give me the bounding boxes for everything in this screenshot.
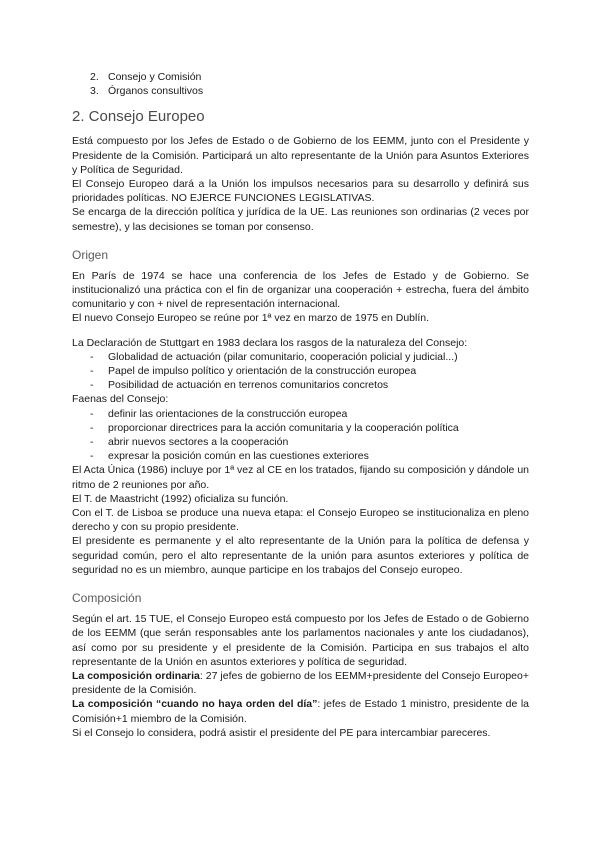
- list-text: Posibilidad de actuación en terrenos comunitarios concretos: [108, 379, 389, 392]
- list-number: 3.: [90, 85, 99, 98]
- section-title: 2. Consejo Europeo: [72, 108, 205, 126]
- list-item: - proporcionar directrices para la acción comunitaria y la cooperación política: [90, 421, 459, 434]
- origen-paragraph: El nuevo Consejo Europeo se reúne por 1ª vez en marzo de 1975 en Dublín.: [72, 312, 430, 325]
- list-item: - Posibilidad de actuación en terrenos comunitarios concretos: [90, 379, 389, 392]
- list-text: definir las orientaciones de la construcción europea: [108, 407, 348, 420]
- spacer: [72, 326, 529, 336]
- intro-paragraph: El Consejo Europeo dará a la Unión los impulsos necesarios para su desarrollo y definirá sus prioridades políticas. NO EJERCE FUNCIONES LEGISLATIVAS.: [72, 178, 529, 205]
- composicion-heading: Composición: [72, 591, 142, 606]
- composicion-paragraph: Según el art. 15 TUE, el Consejo Europeo está compuesto por los Jefes de Estado o de Gobierno de los EEMM (que serán responsables ante los parlamentos nacionales y ante los ciudadanos), así como por su presidente y el presidente de la Comisión. Participa en sus trabajos el alto representante de la Unión en asuntos exteriores y política de seguridad.: [72, 613, 529, 668]
- list-text: Papel de impulso político y orientación de la construcción europea: [108, 365, 417, 378]
- body-text: : jefes de Estado 1 ministro, presidente de la Comisión+1 miembro de la Comisión.: [72, 698, 529, 725]
- composicion-ordinaria: [72, 669, 529, 697]
- origen-heading: Origen: [72, 247, 109, 262]
- body-text: : 27 jefes de gobierno de los EEMM+presidente del Consejo Europeo+ presidente de la Comisión.: [72, 669, 529, 697]
- list-item: - expresar la posición común en las cuestiones exteriores: [90, 450, 369, 463]
- intro-numbered-list: [72, 70, 529, 98]
- faenas-list: [72, 407, 529, 464]
- list-text: expresar la posición común en las cuestiones exteriores: [108, 450, 369, 463]
- bold-label: La composición “cuando no haya orden del día”: [72, 698, 318, 711]
- rasgos-list: [72, 350, 529, 393]
- list-text: Globalidad de actuación (pilar comunitario, cooperación policial y judicial...): [108, 350, 458, 363]
- faenas-heading: Faenas del Consejo:: [72, 393, 169, 406]
- origen-paragraph: En París de 1974 se hace una conferencia de los Jefes de Estado y de Gobierno. Se institucionalizó una práctica con el fin de organizar una cooperación + estrecha, fuera del ámbito comunitario y con + nivel de representación internacional.: [72, 269, 529, 311]
- list-item: - Papel de impulso político y orientación de la construcción europea: [90, 365, 417, 378]
- list-item: - definir las orientaciones de la construcción europea: [90, 407, 348, 420]
- list-text: abrir nuevos sectores a la cooperación: [108, 436, 289, 449]
- list-item: - abrir nuevos sectores a la cooperación: [90, 436, 289, 449]
- composicion-closing: Si el Consejo lo considera, podrá asistir el presidente del PE para intercambiar pareceres.: [72, 726, 491, 739]
- document-page: [72, 70, 529, 740]
- intro-paragraph: Está compuesto por los Jefes de Estado o de Gobierno de los EEMM, junto con el Presidente y Presidente de la Comisión. Participará un alto representante de la Unión para Asuntos Exteriores y Política de Seguridad.: [72, 135, 529, 176]
- origen-closing-paragraph: Con el T. de Lisboa se produce una nueva etapa: el Consejo Europeo se institucionaliza en pleno derecho y con su propio presidente.: [72, 507, 529, 534]
- stuttgart-paragraph: La Declaración de Stuttgart en 1983 declara los rasgos de la naturaleza del Consejo:: [72, 336, 468, 349]
- list-text: Órganos consultivos: [108, 85, 204, 98]
- origen-closing-paragraph: El T. de Maastricht (1992) oficializa su función.: [72, 492, 289, 505]
- bold-label: La composición ordinaria: [72, 669, 200, 682]
- origen-closing-paragraph: El presidente es permanente y el alto representante de la Unión para la política de defensa y seguridad común, pero el alto representante de la unión para asuntos exteriores y política de seguridad no es un miembro, aunque participe en los trabajos del Consejo europeo.: [72, 535, 529, 576]
- composicion-sin-orden: [72, 697, 529, 725]
- list-text: Consejo y Comisión: [108, 71, 202, 83]
- list-item: - Globalidad de actuación (pilar comunitario, cooperación policial y judicial...): [90, 350, 458, 363]
- list-item: [72, 70, 529, 84]
- list-number: 2.: [90, 71, 99, 83]
- list-text: proporcionar directrices para la acción comunitaria y la cooperación política: [108, 421, 459, 434]
- list-item: [72, 84, 529, 98]
- intro-paragraph: Se encarga de la dirección política y jurídica de la UE. Las reuniones son ordinarias (2 veces por semestre), y las decisiones se toman por consenso.: [72, 206, 529, 233]
- origen-closing-paragraph: El Acta Única (1986) incluye por 1ª vez al CE en los tratados, fijando su composición y dándole un ritmo de 2 reuniones por año.: [72, 464, 529, 491]
